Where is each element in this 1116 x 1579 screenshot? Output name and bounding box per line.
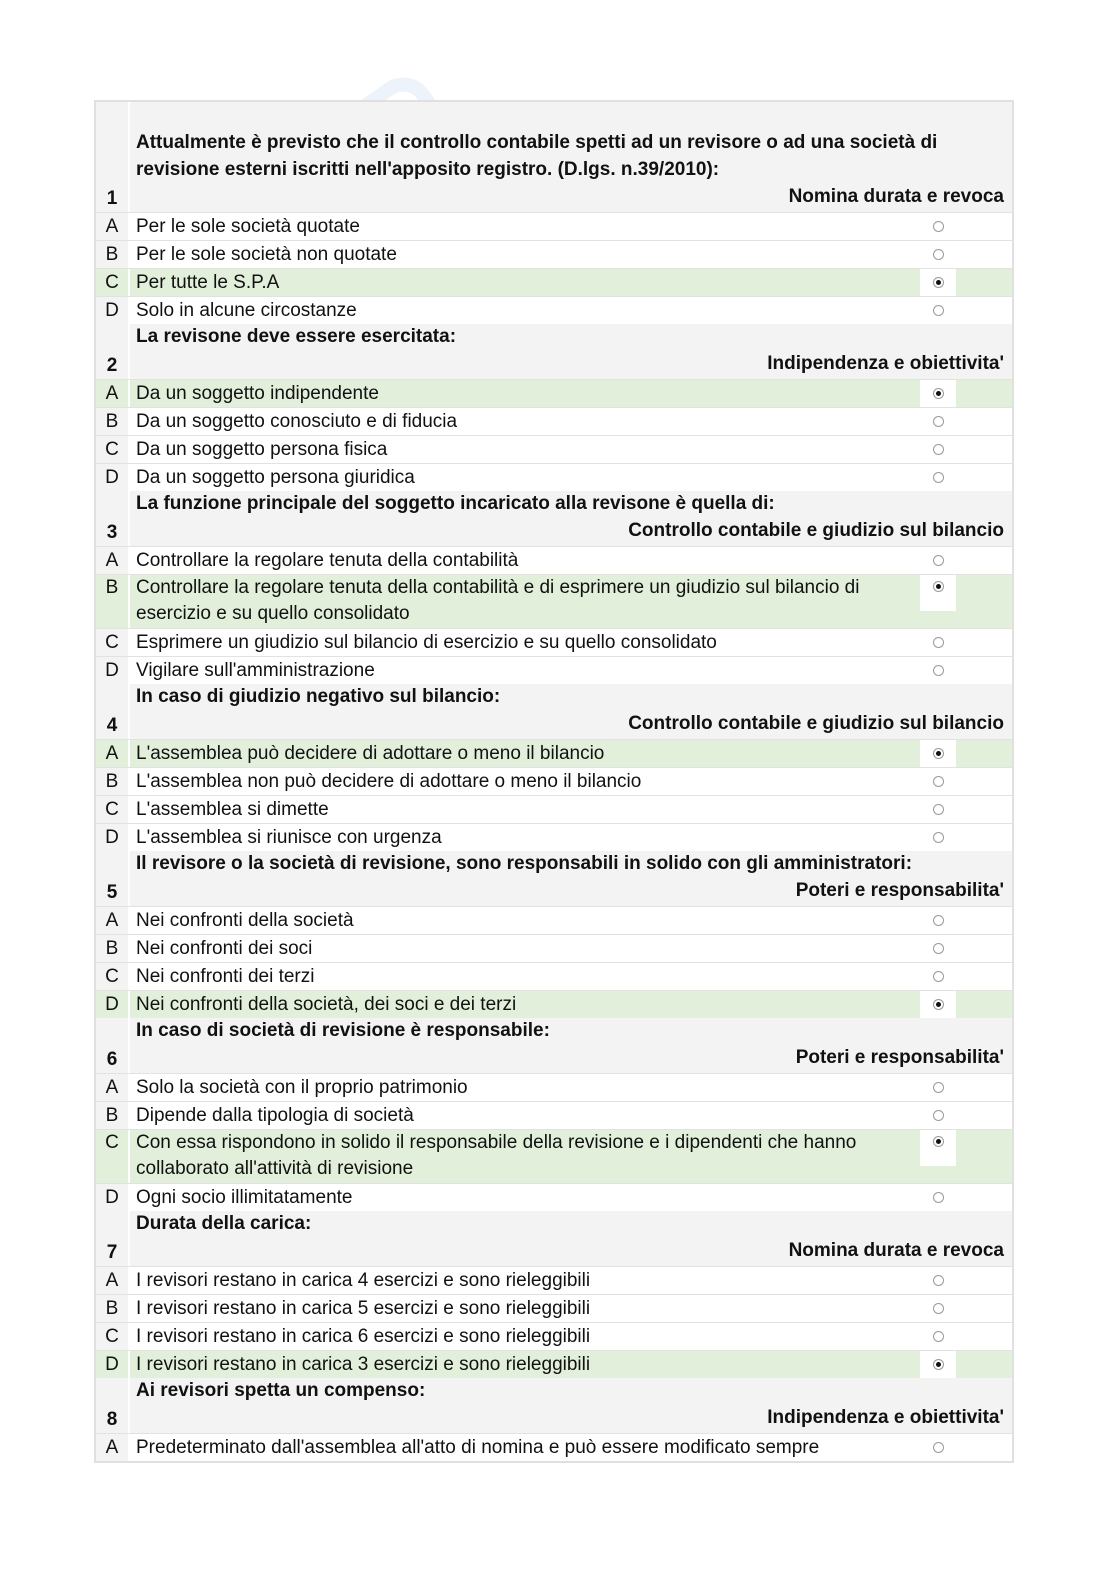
answer-row[interactable] [96, 767, 1012, 795]
answer-text: Con essa rispondono in solido il responsabile della revisione e i dipendenti che hanno collaborato all'attività di revisione [128, 1130, 920, 1183]
answer-letter: C [105, 272, 119, 293]
answer-row[interactable] [96, 906, 1012, 934]
answer-letter: A [105, 383, 119, 404]
question-8 [96, 1378, 1012, 1461]
question-number: 5 [106, 882, 118, 903]
answer-row[interactable] [96, 1101, 1012, 1129]
answer-text: Controllare la regolare tenuta della contabilità [128, 547, 920, 574]
question-text: La funzione principale del soggetto incaricato alla revisone è quella di: [136, 493, 775, 514]
radio-button[interactable] [933, 416, 944, 427]
question-text: In caso di società di revisione è responsabile: [136, 1020, 550, 1041]
radio-button[interactable] [933, 1442, 944, 1453]
radio-button-selected[interactable] [933, 1359, 944, 1370]
radio-button[interactable] [933, 1110, 944, 1121]
question-number: 2 [106, 355, 118, 376]
question-number: 3 [106, 522, 118, 543]
answer-row[interactable] [96, 546, 1012, 574]
radio-button-selected[interactable] [933, 277, 944, 288]
answer-letter: B [105, 1105, 119, 1126]
answer-letter: B [105, 244, 119, 265]
answer-text: Per le sole società non quotate [128, 241, 920, 268]
answer-text: I revisori restano in carica 3 esercizi e sono rieleggibili [128, 1351, 920, 1378]
answer-row[interactable] [96, 435, 1012, 463]
answer-text: Da un soggetto persona giuridica [128, 464, 920, 491]
answer-letter: B [105, 771, 119, 792]
answer-text: Nei confronti della società, dei soci e dei terzi [128, 991, 920, 1018]
answer-text: L'assemblea si dimette [128, 796, 920, 823]
question-number: 6 [106, 1049, 118, 1070]
answer-letter: D [105, 467, 119, 488]
answer-text: Da un soggetto persona fisica [128, 436, 920, 463]
radio-button-selected[interactable] [933, 748, 944, 759]
answer-letter: C [105, 1326, 119, 1347]
question-5 [96, 851, 1012, 1018]
question-6 [96, 1018, 1012, 1211]
answer-text: L'assemblea si riunisce con urgenza [128, 824, 920, 851]
radio-button[interactable] [933, 1303, 944, 1314]
radio-button-selected[interactable] [933, 1136, 944, 1147]
answer-text: Per le sole società quotate [128, 213, 920, 240]
answer-row-correct[interactable] [96, 739, 1012, 767]
answer-row[interactable] [96, 795, 1012, 823]
answer-letter: B [105, 1298, 119, 1319]
answer-text: Ogni socio illimitatamente [128, 1184, 920, 1211]
answer-row[interactable] [96, 823, 1012, 851]
answer-letter: C [105, 966, 119, 987]
radio-button[interactable] [933, 1275, 944, 1286]
answer-text: L'assemblea non può decidere di adottare o meno il bilancio [128, 768, 920, 795]
question-2 [96, 324, 1012, 491]
answer-text: Solo in alcune circostanze [128, 297, 920, 324]
answer-text: Da un soggetto conosciuto e di fiducia [128, 408, 920, 435]
question-text: Ai revisori spetta un compenso: [136, 1380, 426, 1401]
answer-letter: D [105, 660, 119, 681]
question-number: 8 [106, 1409, 118, 1430]
answer-letter: A [105, 743, 119, 764]
question-text: La revisone deve essere esercitata: [136, 326, 457, 347]
answer-letter: D [105, 1354, 119, 1375]
answer-row[interactable] [96, 962, 1012, 990]
question-text: In caso di giudizio negativo sul bilancio: [136, 686, 501, 707]
question-text: Attualmente è previsto che il controllo contabile spetti ad un revisore o ad una società di revisione esterni iscritti nell'apposito registro. (D.lgs. n.39/2010): [136, 132, 938, 180]
answer-letter: D [105, 994, 119, 1015]
radio-button-selected[interactable] [933, 581, 944, 592]
answer-letter: A [105, 216, 119, 237]
answer-letter: D [105, 1187, 119, 1208]
answer-letter: C [105, 1132, 119, 1153]
answer-text: I revisori restano in carica 5 esercizi e sono rieleggibili [128, 1295, 920, 1322]
answer-text: Nei confronti dei soci [128, 935, 920, 962]
answer-row-correct[interactable] [96, 990, 1012, 1018]
answer-letter: B [105, 938, 119, 959]
question-category: Nomina durata e revoca [788, 1240, 1004, 1261]
answer-row[interactable] [96, 463, 1012, 491]
radio-button-selected[interactable] [933, 388, 944, 399]
answer-text: I revisori restano in carica 4 esercizi e sono rieleggibili [128, 1267, 920, 1294]
question-number: 4 [106, 715, 118, 736]
radio-button[interactable] [933, 305, 944, 316]
answer-letter: A [105, 910, 119, 931]
radio-button[interactable] [933, 832, 944, 843]
answer-row-correct[interactable] [96, 379, 1012, 407]
answer-text: Esprimere un giudizio sul bilancio di esercizio e su quello consolidato [128, 629, 920, 656]
question-category: Indipendenza e obiettivita' [767, 1407, 1004, 1428]
answer-text: Nei confronti della società [128, 907, 920, 934]
question-category: Controllo contabile e giudizio sul bilancio [628, 713, 1004, 734]
answer-row[interactable] [96, 1183, 1012, 1211]
radio-button[interactable] [933, 1331, 944, 1342]
answer-row-correct[interactable] [96, 268, 1012, 296]
question-4 [96, 684, 1012, 851]
radio-button[interactable] [933, 249, 944, 260]
answer-row[interactable] [96, 212, 1012, 240]
answer-letter: C [105, 799, 119, 820]
radio-button[interactable] [933, 444, 944, 455]
radio-button[interactable] [933, 472, 944, 483]
answer-text: Predeterminato dall'assemblea all'atto di nomina e può essere modificato sempre [128, 1434, 920, 1461]
answer-text: Da un soggetto indipendente [128, 380, 920, 407]
radio-button[interactable] [933, 221, 944, 232]
radio-button[interactable] [933, 665, 944, 676]
answer-row[interactable] [96, 628, 1012, 656]
answer-letter: B [105, 411, 119, 432]
answer-letter: A [105, 1270, 119, 1291]
answer-letter: D [105, 300, 119, 321]
radio-button-selected[interactable] [933, 999, 944, 1010]
answer-row-correct[interactable] [96, 1350, 1012, 1378]
question-7 [96, 1211, 1012, 1378]
answer-row[interactable] [96, 1073, 1012, 1101]
answer-row[interactable] [96, 407, 1012, 435]
answer-row[interactable] [96, 240, 1012, 268]
answer-row[interactable] [96, 934, 1012, 962]
answer-text: I revisori restano in carica 6 esercizi e sono rieleggibili [128, 1323, 920, 1350]
answer-letter: C [105, 439, 119, 460]
radio-button[interactable] [933, 804, 944, 815]
question-category: Poteri e responsabilita' [795, 1047, 1004, 1068]
question-3 [96, 491, 1012, 684]
question-category: Nomina durata e revoca [788, 186, 1004, 207]
answer-letter: C [105, 632, 119, 653]
question-number: 7 [106, 1242, 118, 1263]
answer-row[interactable] [96, 1322, 1012, 1350]
radio-button[interactable] [933, 1082, 944, 1093]
answer-text: Nei confronti dei terzi [128, 963, 920, 990]
answer-letter: B [105, 577, 119, 598]
answer-letter: D [105, 827, 119, 848]
radio-button[interactable] [933, 943, 944, 954]
answer-row[interactable] [96, 1266, 1012, 1294]
answer-text: Per tutte le S.P.A [128, 269, 920, 296]
answer-row[interactable] [96, 1433, 1012, 1461]
radio-button[interactable] [933, 915, 944, 926]
quiz-table [94, 100, 1014, 1463]
answer-text: L'assemblea può decidere di adottare o meno il bilancio [128, 740, 920, 767]
answer-row-correct[interactable] [96, 574, 1012, 628]
answer-row[interactable] [96, 296, 1012, 324]
answer-row[interactable] [96, 656, 1012, 684]
answer-row-correct[interactable] [96, 1129, 1012, 1183]
radio-button[interactable] [933, 776, 944, 787]
answer-letter: A [105, 1437, 119, 1458]
answer-letter: A [105, 550, 119, 571]
answer-text: Controllare la regolare tenuta della contabilità e di esprimere un giudizio sul bilancio di esercizio e su quello consolidato [128, 575, 920, 628]
radio-button[interactable] [933, 1192, 944, 1203]
radio-button[interactable] [933, 971, 944, 982]
question-1 [96, 102, 1012, 324]
radio-button[interactable] [933, 637, 944, 648]
question-category: Indipendenza e obiettivita' [767, 353, 1004, 374]
answer-row[interactable] [96, 1294, 1012, 1322]
question-text: Il revisore o la società di revisione, sono responsabili in solido con gli amministratori: [136, 853, 913, 874]
question-text: Durata della carica: [136, 1213, 312, 1234]
answer-text: Dipende dalla tipologia di società [128, 1102, 920, 1129]
answer-text: Vigilare sull'amministrazione [128, 657, 920, 684]
question-category: Poteri e responsabilita' [795, 880, 1004, 901]
radio-button[interactable] [933, 555, 944, 566]
question-category: Controllo contabile e giudizio sul bilancio [628, 520, 1004, 541]
answer-letter: A [105, 1077, 119, 1098]
question-number: 1 [106, 188, 118, 209]
answer-text: Solo la società con il proprio patrimonio [128, 1074, 920, 1101]
